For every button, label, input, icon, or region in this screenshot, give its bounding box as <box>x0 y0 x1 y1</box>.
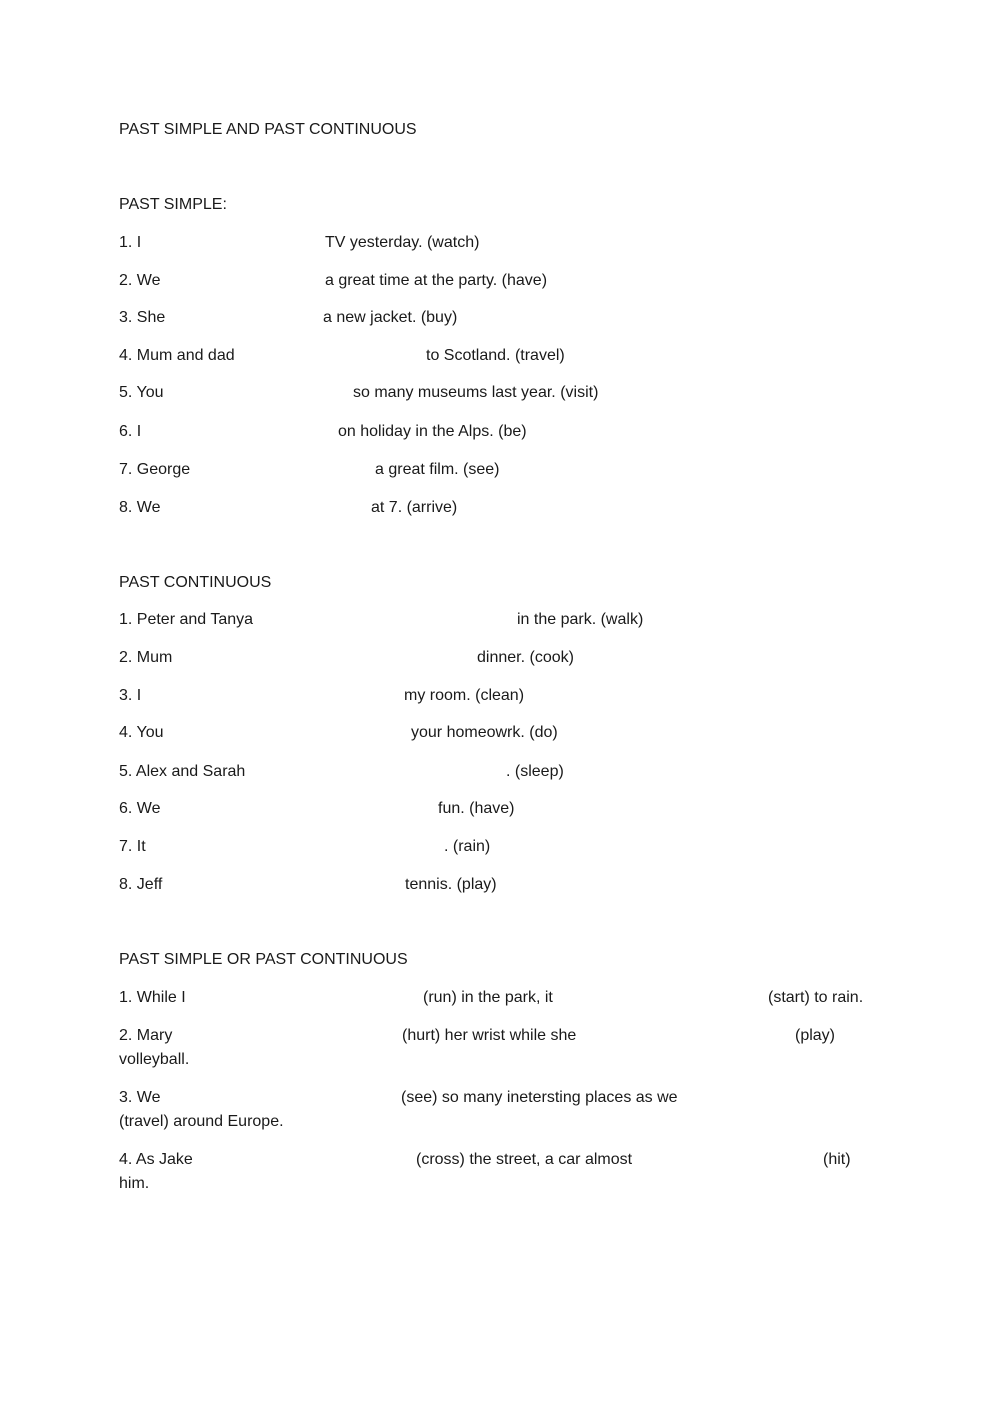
mx-item-4-part2: (cross) the street, a car almost <box>416 1151 633 1168</box>
pc-item-2-subject: 2. Mum <box>119 649 173 666</box>
pc-item-7-rest: . (rain) <box>444 838 491 855</box>
mx-item-2-part2: (hurt) her wrist while she <box>402 1027 577 1044</box>
pc-item-2-rest: dinner. (cook) <box>477 649 574 666</box>
ps-item-6-subject: 6. I <box>119 423 142 440</box>
past-continuous-heading: PAST CONTINUOUS <box>119 574 272 591</box>
mx-item-2-part1: 2. Mary <box>119 1027 173 1044</box>
pc-item-4-rest: your homeowrk. (do) <box>411 724 558 741</box>
ps-item-8-subject: 8. We <box>119 499 161 516</box>
pc-item-8-rest: tennis. (play) <box>405 876 497 893</box>
pc-item-8-subject: 8. Jeff <box>119 876 163 893</box>
ps-item-7-subject: 7. George <box>119 461 191 478</box>
pc-item-3-rest: my room. (clean) <box>404 687 525 704</box>
ps-item-5-subject: 5. You <box>119 384 164 401</box>
ps-item-5-rest: so many museums last year. (visit) <box>353 384 599 401</box>
ps-item-4-subject: 4. Mum and dad <box>119 347 235 364</box>
worksheet-title: PAST SIMPLE AND PAST CONTINUOUS <box>119 121 417 138</box>
pc-item-6-subject: 6. We <box>119 800 161 817</box>
mx-item-2-cont: volleyball. <box>119 1051 190 1068</box>
mx-item-3-part2: (see) so many inetersting places as we <box>401 1089 678 1106</box>
mx-item-2-part3: (play) <box>795 1027 836 1044</box>
mx-item-3-part1: 3. We <box>119 1089 161 1106</box>
ps-item-3-rest: a new jacket. (buy) <box>323 309 458 326</box>
pc-item-4-subject: 4. You <box>119 724 164 741</box>
ps-item-8-rest: at 7. (arrive) <box>371 499 458 516</box>
pc-item-5-rest: . (sleep) <box>506 763 564 780</box>
mx-item-4-cont: him. <box>119 1175 150 1192</box>
mx-item-1-part2: (run) in the park, it <box>423 989 553 1006</box>
ps-item-7-rest: a great film. (see) <box>375 461 500 478</box>
ps-item-4-rest: to Scotland. (travel) <box>426 347 565 364</box>
pc-item-1-subject: 1. Peter and Tanya <box>119 611 254 628</box>
ps-item-6-rest: on holiday in the Alps. (be) <box>338 423 527 440</box>
ps-item-3-subject: 3. She <box>119 309 166 326</box>
pc-item-1-rest: in the park. (walk) <box>517 611 644 628</box>
ps-item-1-rest: TV yesterday. (watch) <box>325 234 480 251</box>
mixed-heading: PAST SIMPLE OR PAST CONTINUOUS <box>119 951 408 968</box>
mx-item-3-cont: (travel) around Europe. <box>119 1113 284 1130</box>
mx-item-1-part3: (start) to rain. <box>768 989 864 1006</box>
ps-item-2-subject: 2. We <box>119 272 161 289</box>
past-simple-heading: PAST SIMPLE: <box>119 196 227 213</box>
ps-item-2-rest: a great time at the party. (have) <box>325 272 548 289</box>
pc-item-7-subject: 7. It <box>119 838 146 855</box>
mx-item-4-part3: (hit) <box>823 1151 851 1168</box>
mx-item-1-part1: 1. While I <box>119 989 186 1006</box>
ps-item-1-subject: 1. I <box>119 234 142 251</box>
pc-item-5-subject: 5. Alex and Sarah <box>119 763 246 780</box>
pc-item-3-subject: 3. I <box>119 687 142 704</box>
pc-item-6-rest: fun. (have) <box>438 800 515 817</box>
mx-item-4-part1: 4. As Jake <box>119 1151 193 1168</box>
